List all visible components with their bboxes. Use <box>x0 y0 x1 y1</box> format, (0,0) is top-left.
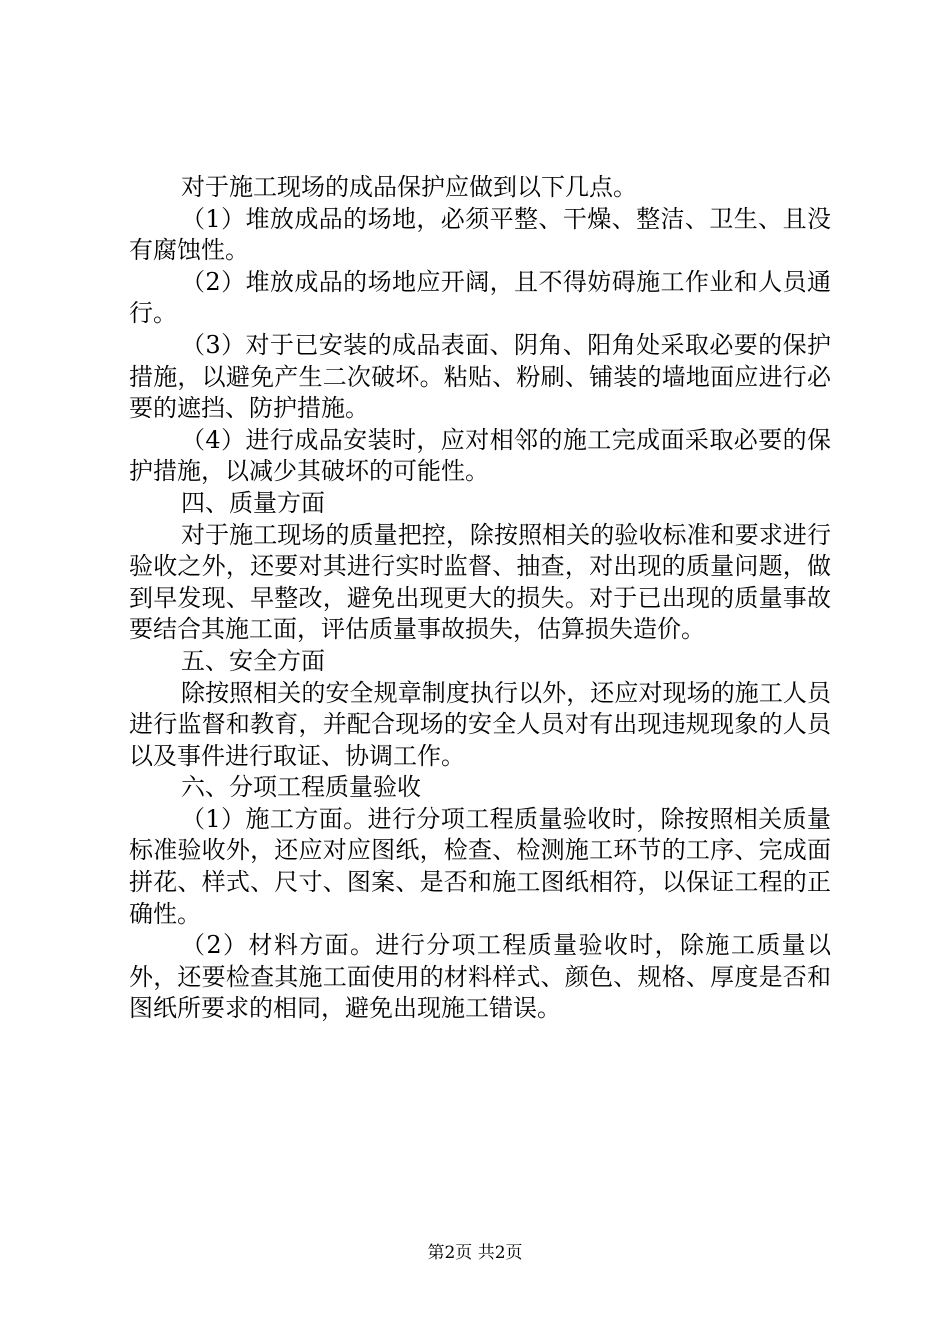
paragraph-acceptance-construction: （1）施工方面。进行分项工程质量验收时，除按照相关质量标准验收外，还应对应图纸，检查、检测施工环节的工序、完成面拼花、样式、尺寸、图案、是否和施工图纸相符，以保证工程的正确性。 <box>129 804 831 928</box>
document-body <box>129 172 831 1025</box>
section-heading-safety: 五、安全方面 <box>181 646 325 675</box>
page-number-footer: 第2页 共2页 <box>427 1243 523 1263</box>
paragraph-item-1: （1）堆放成品的场地，必须平整、干燥、整洁、卫生、且没有腐蚀性。 <box>129 204 831 265</box>
paragraph-item-3: （3）对于已安装的成品表面、阴角、阳角处采取必要的保护措施，以避免产生二次破坏。粘贴、粉刷、铺装的墙地面应进行必要的遮挡、防护措施。 <box>129 330 831 423</box>
paragraph-intro: 对于施工现场的成品保护应做到以下几点。 <box>181 173 637 201</box>
paragraph-item-2: （2）堆放成品的场地应开阔，且不得妨碍施工作业和人员通行。 <box>129 267 831 328</box>
paragraph-acceptance-materials: （2）材料方面。进行分项工程质量验收时，除施工质量以外，还要检查其施工面使用的材料样式、颜色、规格、厚度是否和图纸所要求的相同，避免出现施工错误。 <box>129 931 831 1023</box>
paragraph-item-4: （4）进行成品安装时，应对相邻的施工完成面采取必要的保护措施，以减少其破坏的可能性。 <box>129 425 831 486</box>
section-heading-acceptance: 六、分项工程质量验收 <box>181 773 421 802</box>
paragraph-quality: 对于施工现场的质量把控，除按照相关的验收标准和要求进行验收之外，还要对其进行实时监督、抽查，对出现的质量问题，做到早发现、早整改，避免出现更大的损失。对于已出现的质量事故要结合其施工面，评估质量事故损失，估算损失造价。 <box>129 520 831 644</box>
section-heading-quality: 四、质量方面 <box>181 488 325 517</box>
paragraph-safety: 除按照相关的安全规章制度执行以外，还应对现场的施工人员进行监督和教育，并配合现场的安全人员对有出现违规现象的人员以及事件进行取证、协调工作。 <box>129 678 831 770</box>
